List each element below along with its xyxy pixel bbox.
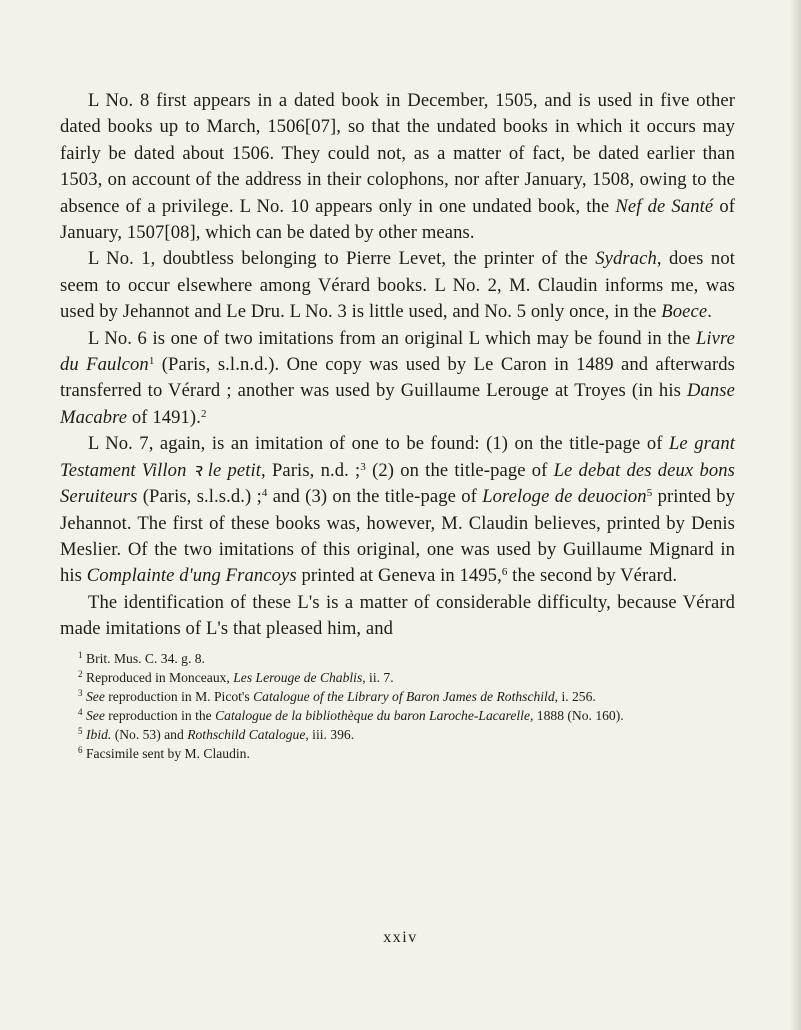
footnotes [60, 649, 735, 763]
text-run: Brit. Mus. C. 34. g. 8. [86, 650, 205, 666]
page-edge-shadow [789, 0, 801, 1030]
italic-title: Livre du Faulcon [60, 327, 735, 376]
footnote-ref: 2 [200, 407, 207, 420]
italic-title: Nef de Santé [615, 195, 714, 217]
text-run: , Paris, n.d. ; [261, 459, 361, 481]
italic-title: Le debat des deux bons Seruiteurs [60, 459, 735, 508]
text-run: . [707, 301, 712, 323]
footnote [60, 649, 735, 668]
italic-title: Sydrach [595, 248, 657, 270]
footnote [60, 706, 735, 725]
text-run: The identification of these L's is a matter of considerable difficulty, because Vérard made imitations of L's that pleased him, and [60, 591, 735, 640]
page-body [60, 88, 735, 763]
paragraph [60, 590, 735, 643]
text-run: , does not seem to occur elsewhere among Vérard books. L No. 2, M. Claudin informs me, was used by Jehannot and Le Dru. L No. 3 is little used, and No. 5 only once, in the [60, 248, 735, 323]
footnote-ref: 4 [261, 487, 268, 500]
footnote-number: 5 [78, 725, 83, 736]
text-run: L No. 8 first appears in a dated book in December, 1505, and is used in five other dated books up to March, 1506[07], so that the undated books in which it occurs may fairly be dated about 1506. They could not, as a matter of fact, be dated earlier than 1503, on account of the address in their colophons, nor after January, 1508, owing to the absence of a privilege. L No. 10 appears only in one undated book, the [60, 90, 735, 217]
text-run: , 1888 (No. 160). [530, 707, 624, 723]
text-run: (Paris, s.l.n.d.). One copy was used by Le Caron in 1489 and afterwards transferred to Vérard ; another was used by Guillaume Lerouge at Troyes (in his [60, 354, 735, 402]
footnote-number: 3 [78, 687, 83, 698]
text-run: , ii. 7. [362, 669, 394, 685]
text-run: L No. 1, doubtless belonging to Pierre Levet, the printer of the [88, 248, 596, 270]
text-run: printed by Jehannot. The first of these books was, however, M. Claudin believes, printed by Denis Meslier. Of the two imitations of this original, one was used by Guillaume Mignard in his [60, 486, 735, 587]
italic-title: See [86, 688, 105, 704]
footnote-number: 2 [78, 668, 83, 679]
footnote-number: 1 [78, 649, 83, 660]
italic-title: Catalogue de la bibliothèque du baron Laroche-Lacarelle [215, 707, 530, 723]
footnote [60, 668, 735, 687]
italic-title: Loreloge de deuocion [482, 486, 647, 508]
italic-title: Catalogue of the Library of Baron James de Rothschild [253, 688, 555, 704]
footnote-ref: 6 [501, 566, 508, 579]
italic-title: Boece [661, 301, 708, 323]
italic-title: See [86, 707, 105, 723]
footnote [60, 687, 735, 706]
footnote-ref: 5 [646, 487, 653, 500]
text-run: reproduction in M. Picot's [104, 688, 254, 704]
text-run: Facsimile sent by M. Claudin. [86, 745, 250, 761]
main-text [60, 88, 735, 643]
text-run: , iii. 396. [305, 726, 355, 742]
paragraph [60, 246, 735, 325]
italic-title: Les Lerouge de Chablis [233, 669, 363, 685]
footnote-ref: 1 [148, 355, 155, 368]
text-run: Reproduced in Monceaux, [86, 669, 234, 685]
text-run: of January, 1507[08], which can be dated by other means. [60, 195, 736, 244]
italic-title: Complainte d'ung Francoys [86, 565, 297, 587]
text-run: , i. 256. [554, 688, 596, 704]
footnote [60, 725, 735, 744]
footnote-number: 6 [78, 744, 83, 755]
page-number: xxiv [383, 929, 418, 946]
text-run: (No. 53) and [111, 726, 188, 742]
text-run: (2) on the title-page of [365, 459, 554, 481]
text-run: of 1491). [127, 406, 201, 428]
italic-title: Ibid. [86, 726, 112, 742]
footnote [60, 744, 735, 763]
text-run: L No. 6 is one of two imitations from an original L which may be found in the [88, 327, 696, 349]
paragraph [60, 431, 735, 589]
italic-title: Le grant Testament Villon ꝛ le petit [60, 433, 735, 481]
italic-title: Rothschild Catalogue [187, 726, 306, 742]
text-run: and (3) on the title-page of [267, 486, 483, 508]
text-run: (Paris, s.l.s.d.) ; [137, 486, 262, 508]
text-run: the second by Vérard. [507, 565, 678, 587]
text-run: L No. 7, again, is an imitation of one to be found: (1) on the title-page of [88, 433, 669, 455]
text-run: reproduction in the [104, 707, 216, 723]
text-run: printed at Geneva in 1495, [296, 565, 502, 587]
paragraph [60, 326, 735, 432]
footnote-ref: 3 [360, 460, 366, 473]
footnote-number: 4 [78, 706, 83, 717]
paragraph [60, 88, 735, 246]
italic-title: Danse Macabre [60, 380, 735, 428]
